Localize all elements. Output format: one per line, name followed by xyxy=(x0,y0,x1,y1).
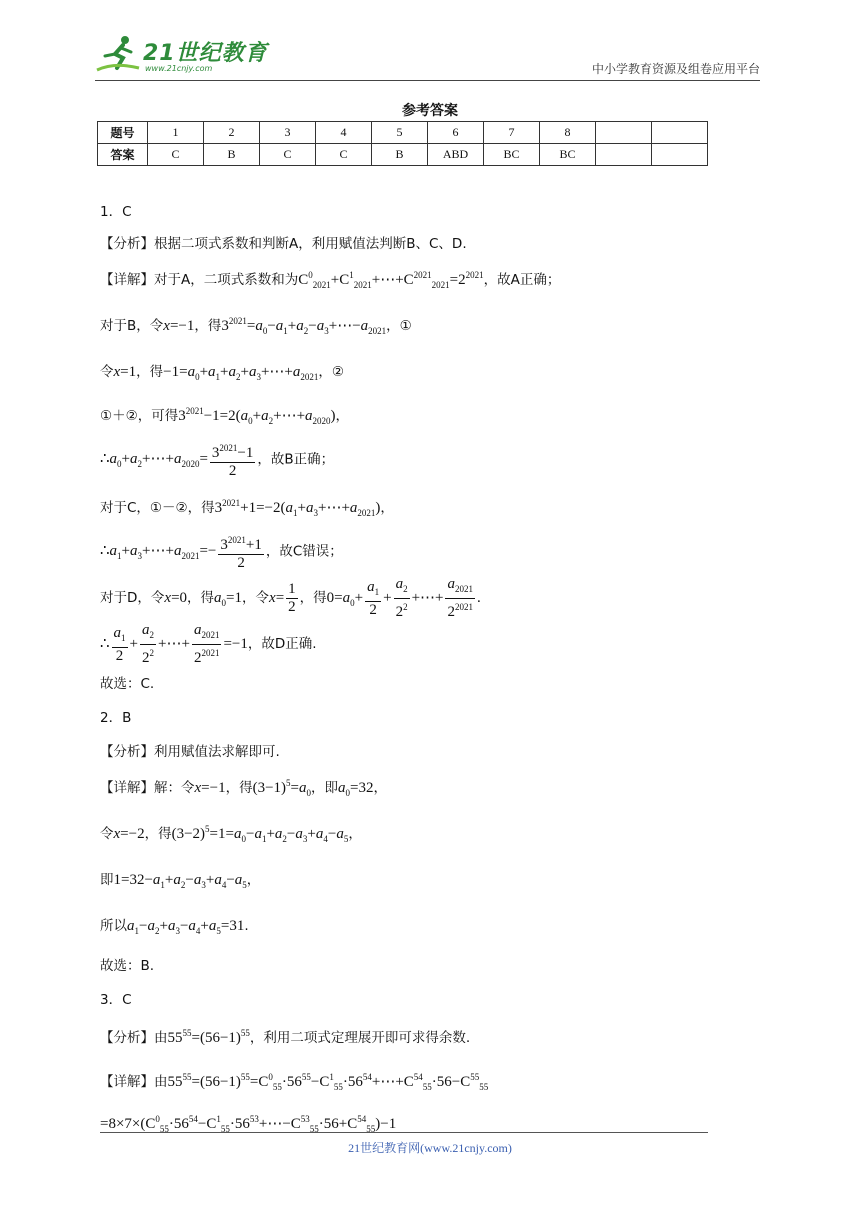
math-formula: $a_1-a_2+a_3-a_4+a_5=31$ xyxy=(127,918,245,936)
runner-logo-icon xyxy=(95,34,141,74)
table-cell: ABD xyxy=(428,144,484,166)
text: 对于B，令 xyxy=(100,318,164,334)
table-cell: 7 xyxy=(484,122,540,144)
detail-line xyxy=(100,532,343,572)
question-heading: 2．B xyxy=(100,710,132,726)
text: ，故D正确. xyxy=(247,635,317,652)
table-cell: 2 xyxy=(204,122,260,144)
text: 令 xyxy=(100,364,114,380)
detail-line xyxy=(100,822,362,844)
table-cell: BC xyxy=(484,144,540,166)
detail-line xyxy=(100,440,334,480)
table-cell: 3 xyxy=(260,122,316,144)
text: 所以 xyxy=(100,918,127,934)
math-formula: $a_0=1$ xyxy=(214,589,243,608)
text: . xyxy=(244,918,249,934)
text: ，故B正确； xyxy=(257,451,335,468)
text: ，得 xyxy=(187,589,215,606)
row-header: 答案 xyxy=(98,144,148,166)
text: ， xyxy=(348,826,362,842)
math-formula: $\therefore a_0+a_2+\cdots+a_{2020}=$ $\frac{3^{2021}-1}{2}$ xyxy=(100,451,257,467)
text: ， xyxy=(246,872,261,888)
text: ， xyxy=(335,408,350,424)
math-formula: $55^{55}=(56-1)^{55}$ xyxy=(167,1028,250,1046)
table-row xyxy=(98,122,708,144)
table-cell xyxy=(596,122,652,144)
row-header: 题号 xyxy=(98,122,148,144)
detail-line xyxy=(100,914,249,936)
text: ，故C错误； xyxy=(265,543,343,560)
text: ，令 xyxy=(242,589,270,606)
math-formula: $1=32-a_1+a_2-a_3+a_4-a_5$ xyxy=(113,872,247,890)
site-logo xyxy=(95,34,275,74)
analysis-text: 【分析】利用赋值法求解即可. xyxy=(100,744,280,760)
text: ，② xyxy=(318,364,344,380)
math-formula: $3^{2021}=a_0-a_1+a_2-a_3+\cdots-a_{2021}$ xyxy=(221,316,387,336)
math-formula: ∴ $\frac{a_1}{2}$ + $\frac{a_2}{2^2}$ +⋯+ $\frac{a_{2021}}{2^{2021}}$ =−1 xyxy=(100,622,248,666)
math-formula: x=−1 xyxy=(163,318,195,334)
analysis-line xyxy=(100,1026,470,1047)
text: ， xyxy=(380,500,394,516)
detail-line xyxy=(100,1070,488,1092)
math-formula: $3^{2021}+1=-2(a_1+a_3+\cdots+a_{2021})$ xyxy=(214,498,381,518)
text: 【详解】对于A，二项式系数和为 xyxy=(100,272,299,288)
conclusion-text: 故选：B. xyxy=(100,958,155,974)
table-cell: BC xyxy=(540,144,596,166)
math-formula: x=1 xyxy=(113,364,137,380)
text: ，得 xyxy=(299,589,327,606)
text: ，得 xyxy=(144,826,172,842)
question-heading: 1．C xyxy=(100,204,132,220)
math-formula: $3^{2021}-1=2(a_0+a_2+\cdots+a_{2020})$ xyxy=(178,406,336,426)
text: 即 xyxy=(100,872,114,888)
table-cell xyxy=(652,144,708,166)
text: 对于C，①－②，得 xyxy=(100,500,215,516)
math-formula: $(3-2)^5=1=a_0-a_1+a_2-a_3+a_4-a_5$ xyxy=(171,824,349,844)
text: 【详解】解：令 xyxy=(100,780,195,796)
page-header xyxy=(95,30,760,80)
text: ，即 xyxy=(311,780,339,796)
logo-url: www.21cnjy.com xyxy=(145,64,213,73)
table-cell: C xyxy=(260,144,316,166)
table-cell xyxy=(596,144,652,166)
logo-text: 21世纪教育 xyxy=(143,41,268,66)
table-cell: 5 xyxy=(372,122,428,144)
table-cell: B xyxy=(204,144,260,166)
text: ①＋②，可得 xyxy=(100,408,179,424)
math-formula: $a_0=32$ xyxy=(338,780,374,798)
detail-line xyxy=(100,1114,396,1134)
analysis-text: 【分析】根据二项式系数和判断A，利用赋值法判断B、C、D. xyxy=(100,236,467,252)
detail-line xyxy=(100,314,412,336)
footer-divider xyxy=(100,1132,708,1133)
table-cell: 1 xyxy=(148,122,204,144)
table-cell: 8 xyxy=(540,122,596,144)
header-divider xyxy=(95,80,760,81)
math-formula: x=−1 xyxy=(194,780,226,796)
table-row xyxy=(98,144,708,166)
math-formula: $(3-1)^5=a_0$ xyxy=(252,778,312,798)
math-formula: x= $\frac{1}{2}$ xyxy=(269,581,296,615)
text: ，得 xyxy=(194,318,222,334)
text: ，① xyxy=(386,318,412,334)
math-formula: $C^0_{2021}+C^1_{2021}+\cdots+C^{2021}_{2021}=2^{2021}$ xyxy=(298,270,484,290)
table-cell xyxy=(652,122,708,144)
text: ，得 xyxy=(136,364,164,380)
question-heading: 3．C xyxy=(100,992,132,1008)
math-formula: x=0 xyxy=(164,589,188,606)
text: ，利用二项式定理展开即可求得余数. xyxy=(249,1030,471,1046)
math-formula: $=8\times 7\times(C^0_{55}\cdot 56^{54}-C^1_{55}\cdot 56^{53}+\cdots-C^{53}_{55}\cdot 56+C^{54}_{55})-1$ xyxy=(100,1114,397,1134)
detail-line xyxy=(100,576,481,621)
math-formula: $-1=a_0+a_1+a_2+a_3+\cdots+a_{2021}$ xyxy=(163,364,319,382)
answer-table xyxy=(97,121,708,166)
table-cell: C xyxy=(316,144,372,166)
math-formula: $0=a_0+$ $\frac{a_1}{2}$ + $\frac{a_2}{2^2}$ +⋯+ $\frac{a_{2021}}{2^{2021}}$ . xyxy=(326,576,481,620)
math-formula: x=−2 xyxy=(113,826,145,842)
detail-line xyxy=(100,622,317,667)
detail-line xyxy=(100,868,260,890)
table-cell: C xyxy=(148,144,204,166)
detail-line xyxy=(100,404,349,426)
conclusion-text: 故选：C. xyxy=(100,676,155,692)
table-cell: 6 xyxy=(428,122,484,144)
footer-link[interactable]: 21世纪教育网(www.21cnjy.com) xyxy=(348,1141,512,1155)
platform-name: 中小学教育资源及组卷应用平台 xyxy=(591,62,760,76)
text: 【分析】由 xyxy=(100,1030,168,1046)
text: 对于D，令 xyxy=(100,589,165,606)
text: ， xyxy=(373,780,387,796)
math-formula: $55^{55}=(56-1)^{55}=C^0_{55}\cdot 56^{55}-C^1_{55}\cdot 56^{54}+\cdots+C^{54}_{55}\cdot 56-C^{55}_{55}$ xyxy=(167,1072,489,1092)
page-title: 参考答案 xyxy=(402,103,458,119)
math-formula: $\therefore a_1+a_3+\cdots+a_{2021}=-$ $\frac{3^{2021}+1}{2}$ xyxy=(100,543,266,559)
text: ，故A正确； xyxy=(483,272,561,288)
table-cell: B xyxy=(372,144,428,166)
table-cell: 4 xyxy=(316,122,372,144)
detail-line xyxy=(100,268,560,290)
detail-line xyxy=(100,360,344,382)
text: ，得 xyxy=(225,780,253,796)
text: 令 xyxy=(100,826,114,842)
detail-line xyxy=(100,776,387,798)
text: 【详解】由 xyxy=(100,1074,168,1090)
detail-line xyxy=(100,496,394,518)
